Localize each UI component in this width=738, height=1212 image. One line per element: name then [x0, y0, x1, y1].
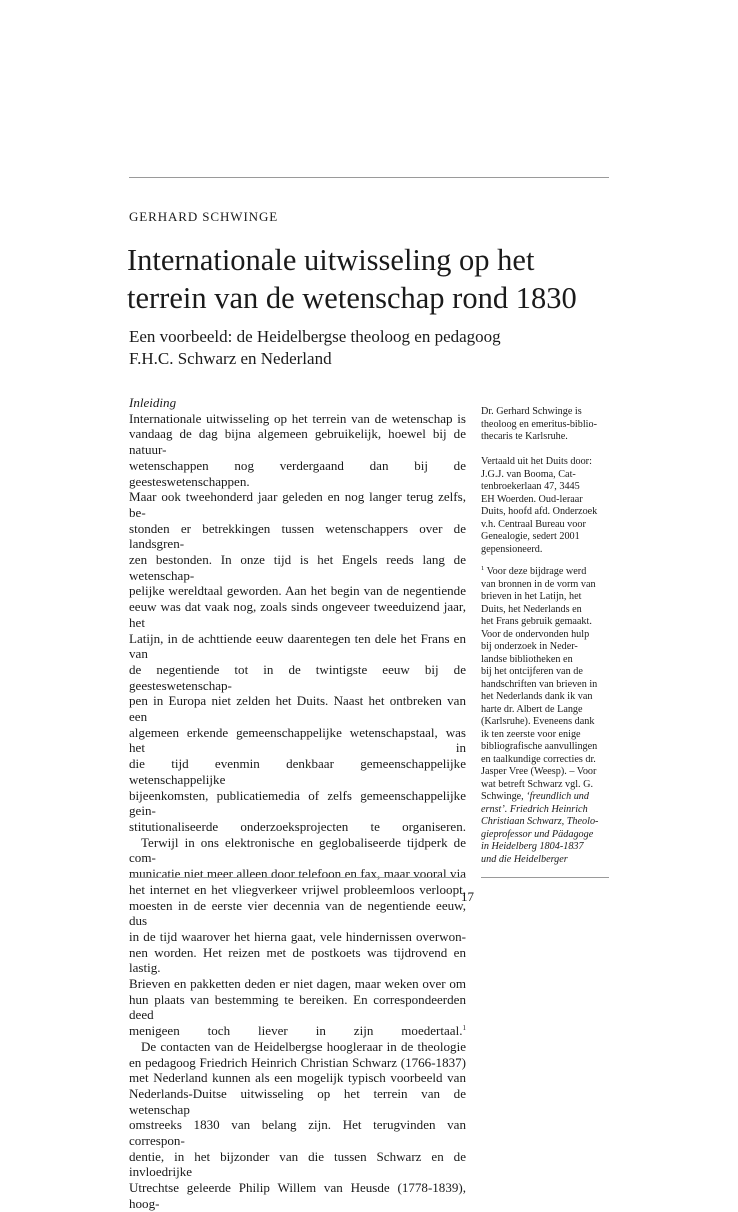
text-line: Latijn, in de achttiende eeuw daarentegen ten dele het Frans en van	[129, 630, 466, 662]
note-line: het Nederlands dank ik van	[481, 691, 593, 702]
body-paragraph	[129, 835, 466, 1039]
text-line: de negentiende tot in de twintigste eeuw bij de geesteswetenschap-	[129, 661, 466, 693]
note-line: J.G.J. van Booma, Cat-	[481, 468, 576, 480]
note-line: wat betreft Schwarz vgl. G.	[481, 778, 594, 790]
author-name: GERHARD SCHWINGE	[129, 209, 279, 224]
text-line: stitutionaliseerde onderzoeksprojecten te organiseren.	[129, 818, 466, 834]
note-line: handschriften van brieven in	[481, 678, 598, 690]
note-line: ernst’. Friedrich Heinrich	[481, 803, 588, 815]
text-line: Utrechtse geleerde Philip Willem van Heusde (1778-1839), hoog-	[129, 1180, 466, 1211]
section-heading: Inleiding	[129, 395, 177, 410]
text-line: Internationale uitwisseling op het terrein van de wetenschap is	[129, 410, 466, 426]
text-line: bijeenkomsten, publicatiemedia of zelfs gemeenschappelijke gein-	[129, 787, 466, 819]
note-line: Jasper Vree (Weesp). – Voor	[481, 766, 597, 777]
body-paragraph	[129, 1039, 466, 1212]
footnote-number: 1	[481, 565, 485, 572]
footnote-reference: 1	[462, 1024, 466, 1033]
top-rule	[129, 177, 609, 178]
note-line: harte dr. Albert de Lange	[481, 703, 583, 715]
note-line: gepensioneerd.	[481, 543, 543, 555]
text-line: hun plaats van bestemming te bereiken. En correspondeerden deed	[129, 991, 466, 1023]
body-paragraphs	[129, 411, 466, 1212]
text-line: Terwijl in ons elektronische en geglobaliseerde tijdperk de com-	[129, 834, 466, 866]
text-line: Brieven en pakketten deden er niet dagen, maar weken over om	[129, 976, 466, 992]
text-line: eeuw was dat vaak nog, zoals sinds ongeveer tweeduizend jaar, het	[129, 599, 466, 630]
note-line: v.h. Centraal Bureau voor	[481, 518, 586, 530]
note-line: ‘freundlich und	[526, 791, 589, 802]
note-line: bij onderzoek in Neder-	[481, 641, 578, 652]
text-line: pelijke wereldtaal geworden. Aan het begin van de negentiende	[129, 583, 466, 599]
text-line: die tijd evenmin denkbaar gemeenschappelijke wetenschappelijke	[129, 756, 466, 787]
text-line: en pedagoog Friedrich Heinrich Christian Schwarz (1766-1837)	[129, 1054, 466, 1070]
text-line: omstreeks 1830 van belang zijn. Het terugvinden van correspon-	[129, 1117, 466, 1149]
note-line: Schwinge,	[481, 791, 527, 802]
note-line: Duits, hoofd afd. Onderzoek	[481, 506, 598, 517]
note-line: Duits, het Nederlands en	[481, 603, 582, 615]
text-line: dentie, in het bijzonder van die tussen Schwarz en de invloedrijke	[129, 1148, 466, 1180]
text-line: Maar ook tweehonderd jaar geleden en nog langer terug zelfs, be-	[129, 489, 466, 520]
text-line: in de tijd waarover het hierna gaat, vele hindernissen overwon-	[129, 928, 466, 944]
note-line: Dr. Gerhard Schwinge is	[481, 406, 582, 417]
text-line: het internet en het vliegverkeer vrijwel probleemloos verloopt,	[129, 881, 466, 897]
text-line: vandaag de dag bijna algemeen gebruikelijk, hoewel bij de natuur-	[129, 426, 466, 458]
text-line: met Nederland kunnen als een mogelijk typisch voorbeeld van	[129, 1070, 466, 1086]
subtitle-line: F.H.C. Schwarz en Nederland	[129, 348, 332, 368]
text-line: moesten in de eerste vier decennia van de negentiende eeuw, dus	[129, 897, 466, 929]
note-line: theoloog en emeritus-biblio-	[481, 418, 597, 430]
text-line: municatie niet meer alleen door telefoon en fax, maar vooral via	[129, 866, 466, 882]
note-line: EH Woerden. Oud-leraar	[481, 493, 583, 505]
note-line: ik ten zeerste voor enige	[481, 728, 581, 740]
article-subtitle	[129, 326, 609, 369]
footnote	[481, 566, 609, 866]
note-line: (Karlsruhe). Eveneens dank	[481, 716, 595, 727]
main-bottom-rule	[129, 877, 466, 878]
title-line: terrein van de wetenschap rond 1830	[127, 281, 577, 315]
text-line: algemeen erkende gemeenschappelijke wetenschapstaal, was het in	[129, 724, 466, 756]
text-line: Nederlands-Duitse uitwisseling op het terrein van de wetenschap	[129, 1085, 466, 1117]
note-line: Vertaald uit het Duits door:	[481, 456, 592, 467]
note-line: tenbroekerlaan 47, 3445	[481, 481, 580, 492]
text-line: nen worden. Het reizen met de postkoets was tijdrovend en lastig.	[129, 944, 466, 976]
page-number: 17	[461, 889, 474, 904]
note-line: Voor de ondervonden hulp	[481, 628, 590, 640]
note-line: und die Heidelberger	[481, 853, 568, 865]
note-line: brieven in het Latijn, het	[481, 591, 582, 602]
text-line: De contacten van de Heidelbergse hoogleraar in de theologie	[141, 1038, 466, 1054]
note-line: van bronnen in de vorm van	[481, 578, 596, 590]
note-line: het Frans gebruik gemaakt.	[481, 616, 592, 627]
sidebar-notes	[481, 406, 609, 866]
note-line: Voor deze bijdrage werd	[486, 566, 587, 577]
author-note	[481, 406, 609, 444]
note-line: en taalkundige correcties dr.	[481, 753, 596, 765]
note-line: Genealogie, sedert 2001	[481, 531, 580, 542]
note-line: gieprofessor und Pädagoge	[481, 828, 594, 840]
article-title	[127, 241, 607, 317]
note-line: bij het ontcijferen van de	[481, 666, 583, 677]
text-line: stonden er betrekkingen tussen wetenschappers over de landsgren-	[129, 520, 466, 552]
note-line: Christiaan Schwarz, Theolo-	[481, 816, 599, 827]
note-line: thecaris te Karlsruhe.	[481, 431, 568, 442]
subtitle-line: Een voorbeeld: de Heidelbergse theoloog en pedagoog	[129, 327, 501, 346]
sidebar-bottom-rule	[481, 877, 609, 878]
translator-note	[481, 456, 609, 556]
body-paragraph	[129, 411, 466, 835]
title-line: Internationale uitwisseling op het	[127, 243, 535, 277]
note-line: in Heidelberg 1804-1837	[481, 841, 584, 852]
main-text-column	[129, 395, 466, 1212]
text-line: menigeen toch liever in zijn moedertaal.	[129, 1023, 463, 1039]
note-line: landse bibliotheken en	[481, 653, 573, 665]
text-line: pen in Europa niet zelden het Duits. Naast het ontbreken van een	[129, 693, 466, 725]
text-line: zen bestonden. In onze tijd is het Engels reeds lang de wetenschap-	[129, 552, 466, 583]
note-line: bibliografische aanvullingen	[481, 741, 598, 752]
text-line: wetenschappen nog verdergaand dan bij de geesteswetenschappen.	[129, 457, 466, 489]
